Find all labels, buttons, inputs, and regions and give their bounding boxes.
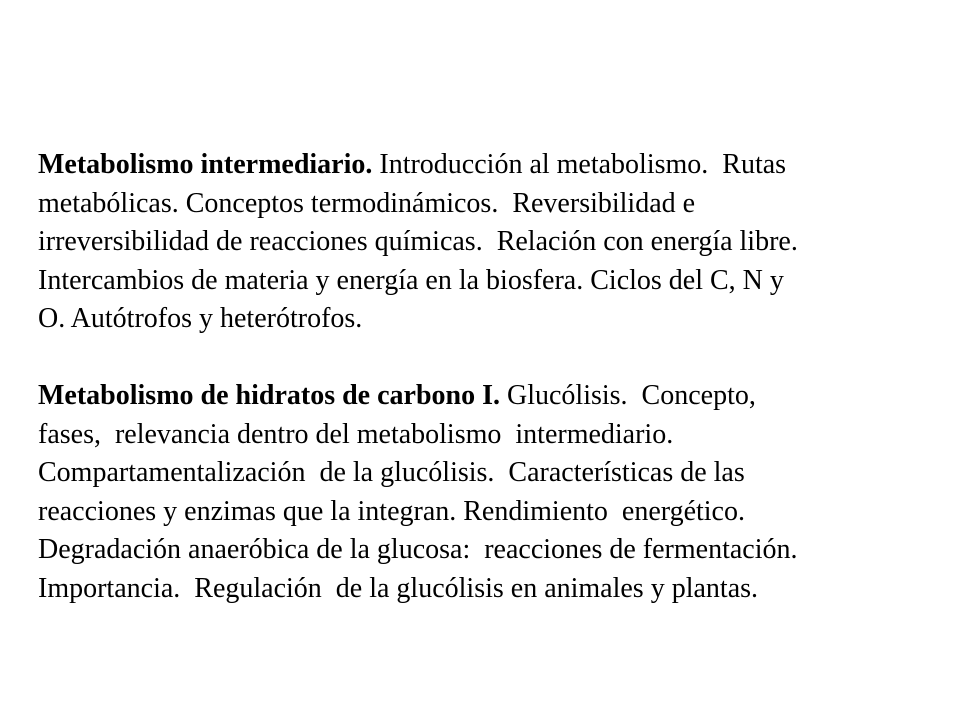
- section-text-line: O. Autótrofos y heterótrofos.: [38, 303, 363, 334]
- section-text-line: fases, relevancia dentro del metabolismo intermediario.: [38, 418, 674, 450]
- slide-body: [38, 146, 938, 608]
- section-text-line: Importancia. Regulación de la glucólisis en animales y plantas.: [38, 572, 759, 604]
- section-text-line: irreversibilidad de reacciones químicas. Relación con energía libre.: [38, 226, 798, 257]
- section-spacer: [38, 339, 938, 378]
- section-heading: Metabolismo de hidratos de carbono I.: [38, 380, 500, 411]
- section-text-line: metabólicas. Conceptos termodinámicos. Reversibilidad e: [38, 187, 696, 219]
- section-first-line: [38, 146, 938, 185]
- section-heading: Metabolismo intermediario.: [38, 149, 373, 180]
- section-text-line: reacciones y enzimas que la integran. Rendimiento energético.: [38, 495, 745, 527]
- section-first-line: [38, 377, 938, 416]
- section-text-line: Compartamentalización de la glucólisis. Características de las: [38, 457, 745, 488]
- section-text-line: Intercambios de materia y energía en la biosfera. Ciclos del C, N y: [38, 264, 784, 296]
- section-carbohydrate-metabolism: [38, 377, 938, 608]
- section-text: Glucólisis. Concepto,: [500, 380, 756, 411]
- section-text: Introducción al metabolismo. Rutas: [372, 149, 787, 180]
- section-text-line: Degradación anaeróbica de la glucosa: reacciones de fermentación.: [38, 534, 798, 565]
- section-intermediary-metabolism: [38, 146, 938, 339]
